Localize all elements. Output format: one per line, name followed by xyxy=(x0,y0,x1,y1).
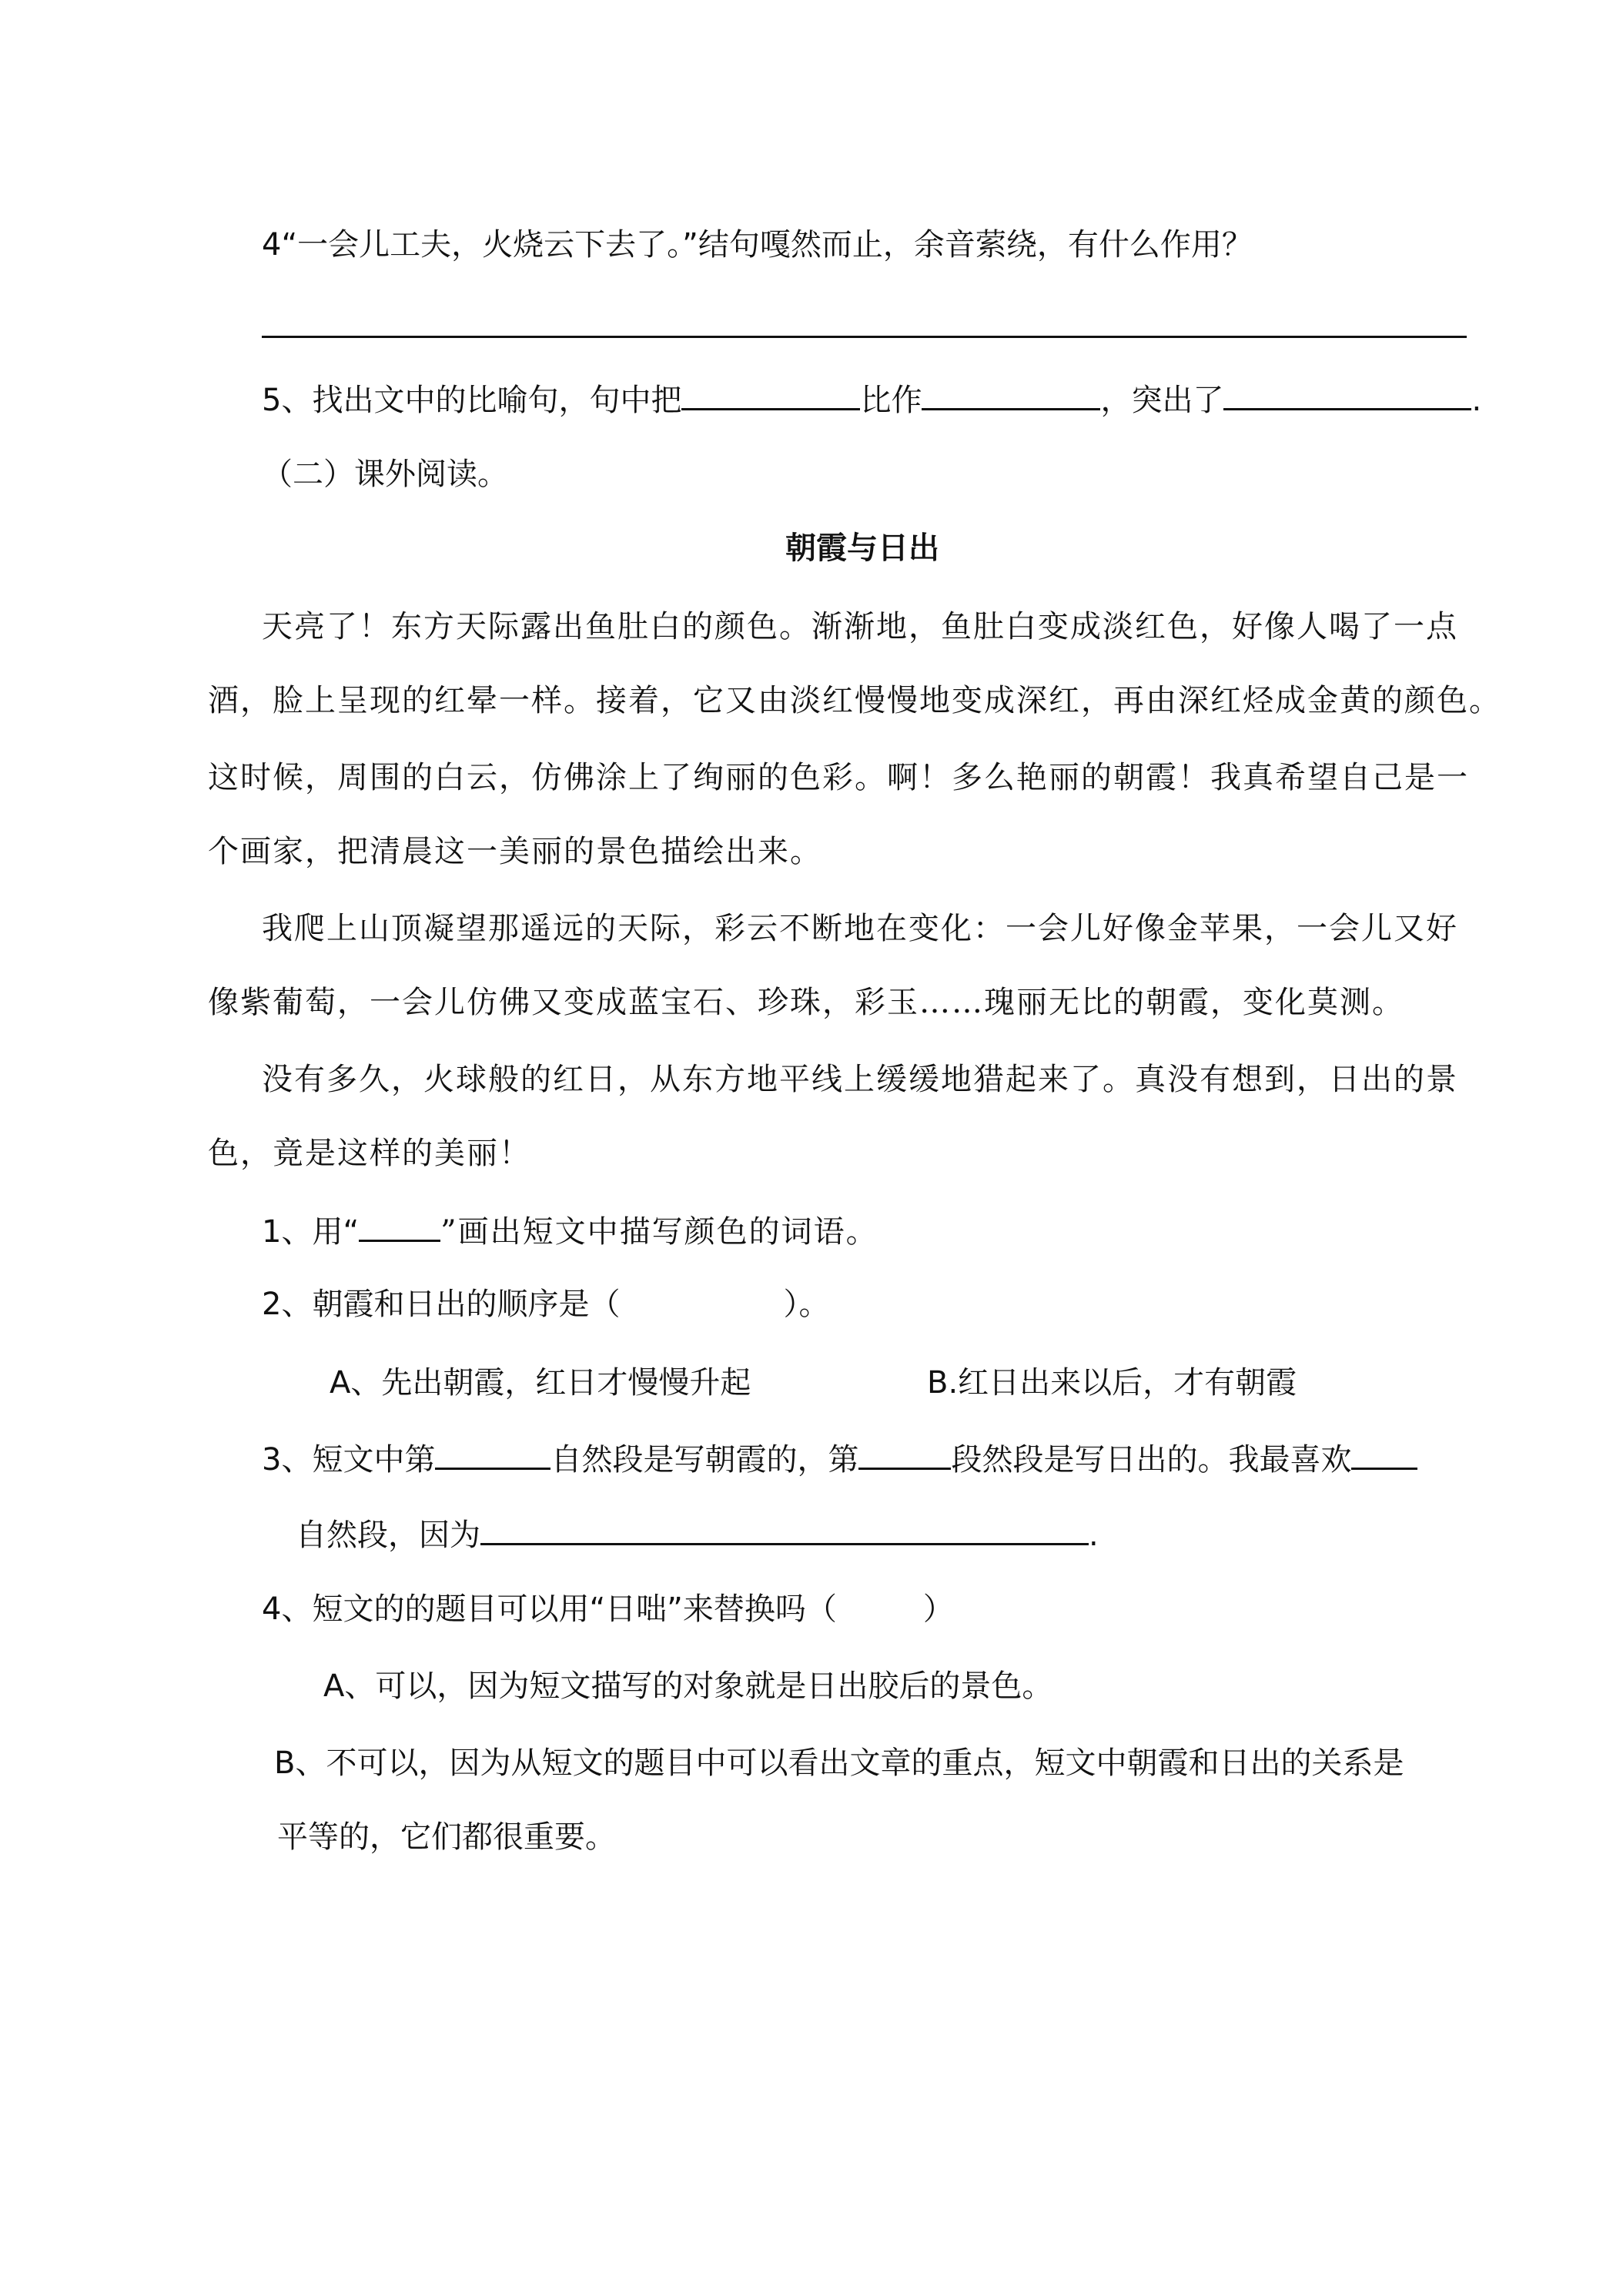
question-text: . xyxy=(1089,1518,1099,1553)
passage-line xyxy=(208,679,1501,722)
underline-sample xyxy=(359,1209,440,1242)
passage-text: 酒，脸上呈现的红晕一样。接着，它又由淡红慢慢地变成深红，再由深红烃成金黄的颜色。 xyxy=(208,683,1501,718)
question-text: 段然段是写日出的。我最喜欢 xyxy=(951,1442,1352,1478)
answer-blank[interactable] xyxy=(922,377,1100,410)
question-4-option-b[interactable] xyxy=(274,1742,1404,1785)
question-4-option-b-continued xyxy=(277,1816,616,1859)
passage-text: 我爬上山顶凝望那遥远的天际，彩云不断地在变化：一会儿好像金苹果，一会儿又好 xyxy=(262,911,1458,946)
question-text: ”画出短文中描写颜色的词语。 xyxy=(440,1214,878,1250)
question-text: ） xyxy=(922,1591,954,1627)
passage-line xyxy=(208,830,822,873)
answer-blank[interactable] xyxy=(435,1437,550,1470)
answer-blank[interactable] xyxy=(1351,1437,1417,1470)
section-heading-text: （二）课外阅读。 xyxy=(262,457,508,492)
answer-blank[interactable] xyxy=(480,1512,1089,1545)
passage-line xyxy=(208,981,1404,1024)
question-text: 4“一会儿工夫，火烧云下去了。”结句嘎然而止，余音萦绕，有什么作用？ xyxy=(262,227,1253,263)
question-1 xyxy=(262,1209,878,1253)
passage-line xyxy=(208,756,1469,799)
question-text: 4、短文的的题目可以用“日咄”来替换吗（ xyxy=(262,1591,837,1627)
question-text: . xyxy=(1471,383,1482,418)
option-text: 平等的，它们都很重要。 xyxy=(277,1819,616,1855)
passage-title-text: 朝霞与日出 xyxy=(785,530,939,566)
question-text: ，突出了 xyxy=(1100,383,1224,418)
question-4-option-a[interactable] xyxy=(323,1665,1052,1708)
question-text: 1、用“ xyxy=(262,1214,360,1250)
answer-blank[interactable] xyxy=(858,1437,951,1470)
passage-title xyxy=(785,527,939,570)
question-text: 3、短文中第 xyxy=(262,1442,436,1478)
question-2-option-b[interactable] xyxy=(927,1361,1297,1404)
question-3 xyxy=(262,1437,1417,1481)
question-4 xyxy=(262,1588,954,1631)
passage-line xyxy=(262,907,1458,950)
section-heading xyxy=(262,453,508,496)
question-4-prev xyxy=(262,223,1253,266)
answer-blank[interactable] xyxy=(681,377,860,410)
option-text: A、先出朝霞，红日才慢慢升起 xyxy=(330,1365,751,1401)
question-text: 比作 xyxy=(860,383,922,418)
question-5 xyxy=(262,377,1481,422)
passage-text: 像紫葡萄，一会儿仿佛又变成蓝宝石、珍珠，彩玉……瑰丽无比的朝霞，变化莫测。 xyxy=(208,985,1404,1020)
passage-line xyxy=(262,605,1458,648)
question-2-option-a[interactable] xyxy=(330,1361,751,1404)
option-text: B.红日出来以后，才有朝霞 xyxy=(927,1365,1297,1401)
passage-text: 个画家，把清晨这一美丽的景色描绘出来。 xyxy=(208,834,822,869)
answer-blank[interactable] xyxy=(1223,377,1471,410)
question-text: 自然段，因为 xyxy=(296,1518,480,1553)
question-text: 5、找出文中的比喻句，句中把 xyxy=(262,383,682,418)
passage-text: 这时候，周围的白云，仿佛涂上了绚丽的色彩。啊！多么艳丽的朝霞！我真希望自己是一 xyxy=(208,760,1469,795)
passage-line xyxy=(208,1132,531,1175)
question-3-continued xyxy=(296,1512,1099,1557)
passage-text: 没有多久，火球般的红日，从东方地平线上缓缓地猎起来了。真没有想到，日出的景 xyxy=(262,1062,1458,1097)
question-text: ）。 xyxy=(783,1287,830,1322)
option-text: B、不可以，因为从短文的题目中可以看出文章的重点，短文中朝霞和日出的关系是 xyxy=(274,1745,1404,1781)
passage-line xyxy=(262,1058,1458,1101)
question-2 xyxy=(262,1283,829,1326)
passage-text: 色，竟是这样的美丽！ xyxy=(208,1136,531,1171)
question-text: 自然段是写朝霞的，第 xyxy=(550,1442,859,1478)
option-text: A、可以，因为短文描写的对象就是日出胶后的景色。 xyxy=(323,1668,1053,1704)
question-text: 2、朝霞和日出的顺序是（ xyxy=(262,1287,621,1322)
passage-text: 天亮了！东方天际露出鱼肚白的颜色。渐渐地，鱼肚白变成淡红色，好像人喝了一点 xyxy=(262,609,1458,644)
answer-line xyxy=(262,336,1467,338)
